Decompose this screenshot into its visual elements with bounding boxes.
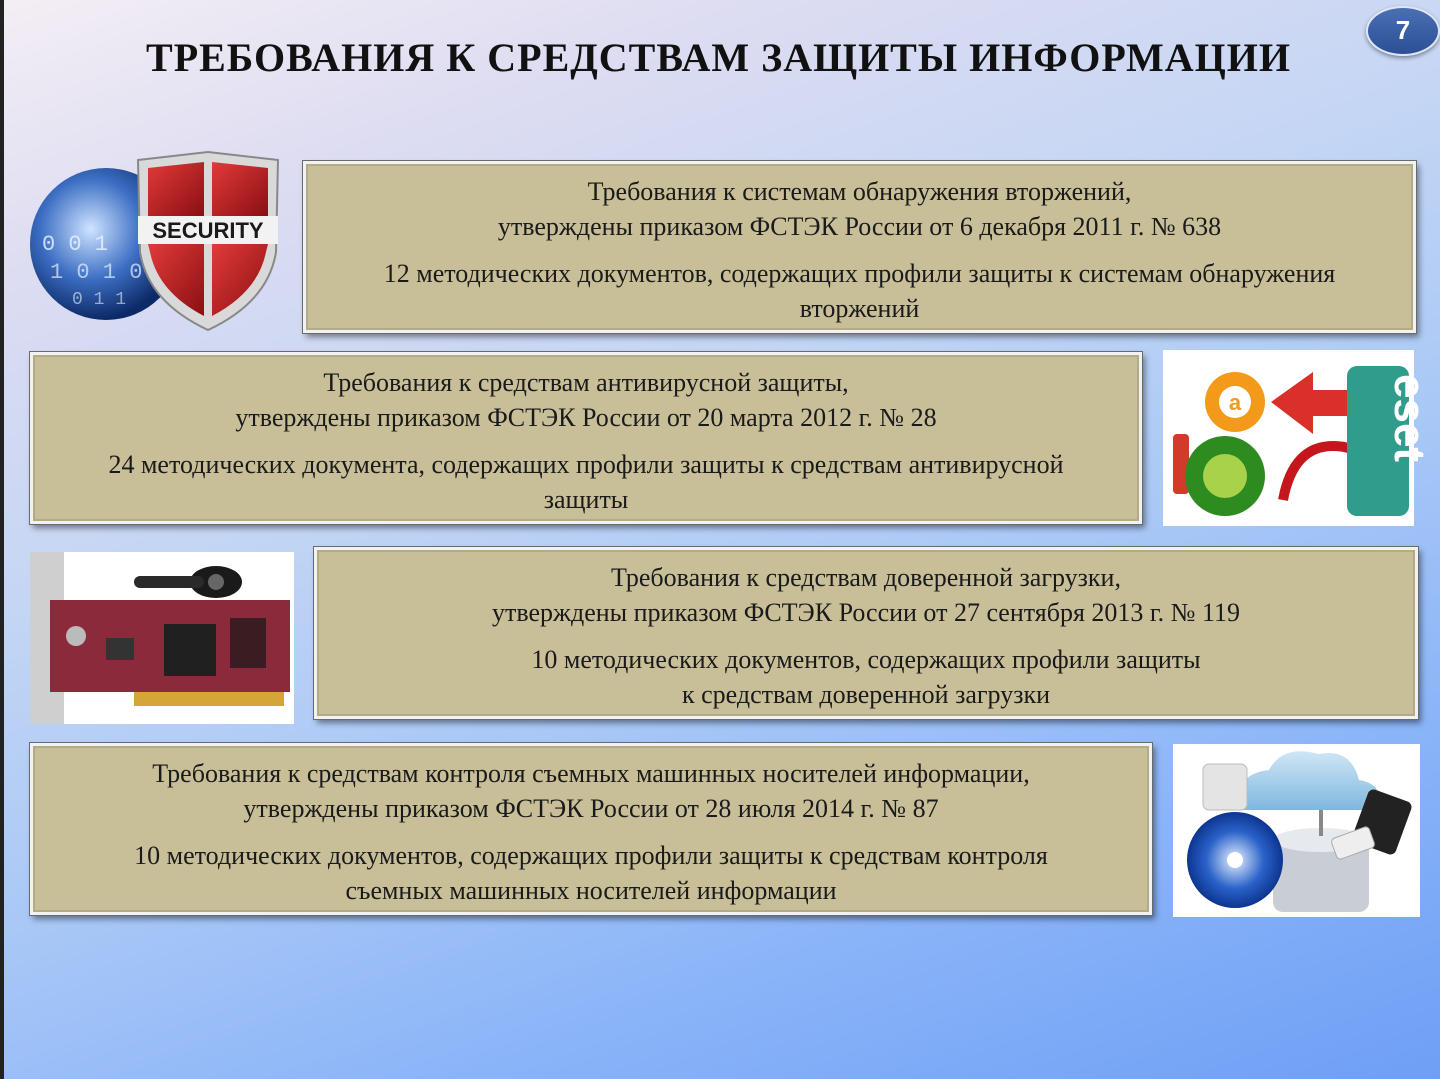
globe-shield-icon bbox=[28, 152, 286, 334]
eset-logo: eset bbox=[1385, 374, 1434, 463]
card-heading-line: Требования к средствам контроля съемных машинных носителей информации, bbox=[152, 759, 1030, 788]
card-description-line: 24 методических документа, содержащих профили защиты к средствам антивирусной bbox=[108, 450, 1064, 479]
card-description bbox=[33, 447, 1139, 517]
left-edge-bar bbox=[0, 0, 4, 1079]
antivirus-requirements-card bbox=[30, 352, 1142, 524]
svg-text:0 0 1: 0 0 1 bbox=[42, 232, 109, 257]
card-order-line: утверждены приказом ФСТЭК России от 27 сентября 2013 г. № 119 bbox=[491, 598, 1241, 627]
card-description-line: 12 методических документов, содержащих профили защиты к системам обнаружения bbox=[383, 259, 1336, 288]
antivirus-logos-icon bbox=[1163, 350, 1434, 526]
card-heading-line: Требования к средствам антивирусной защиты, bbox=[323, 368, 849, 397]
card-order-line: утверждены приказом ФСТЭК России от 28 июля 2014 г. № 87 bbox=[243, 794, 939, 823]
controller-board-icon bbox=[30, 552, 294, 724]
removable-media-requirements-card bbox=[30, 743, 1152, 915]
svg-text:1 0 1 0: 1 0 1 0 bbox=[50, 260, 143, 285]
ids-requirements-card bbox=[303, 161, 1416, 333]
card-description bbox=[317, 642, 1415, 712]
card-description-line: вторжений bbox=[799, 294, 920, 323]
slide-title: ТРЕБОВАНИЯ К СРЕДСТВАМ ЗАЩИТЫ ИНФОРМАЦИИ bbox=[146, 35, 1291, 80]
card-description bbox=[306, 256, 1413, 326]
card-heading-line: Требования к системам обнаружения вторжений, bbox=[587, 177, 1132, 206]
security-label: SECURITY bbox=[152, 218, 264, 243]
removable-media-image bbox=[1173, 744, 1420, 917]
card-description-line: к средствам доверенной загрузки bbox=[681, 680, 1051, 709]
trusted-boot-board-image bbox=[30, 552, 294, 724]
card-description-line: съемных машинных носителей информации bbox=[345, 876, 837, 905]
card-heading-line: Требования к средствам доверенной загрузки, bbox=[611, 563, 1121, 592]
card-description-line: защиты bbox=[543, 485, 629, 514]
card-description bbox=[33, 838, 1149, 908]
card-description-line: 10 методических документов, содержащих профили защиты к средствам контроля bbox=[134, 841, 1048, 870]
card-order-line: утверждены приказом ФСТЭК России от 6 декабря 2011 г. № 638 bbox=[497, 212, 1222, 241]
card-order-line: утверждены приказом ФСТЭК России от 20 марта 2012 г. № 28 bbox=[235, 403, 937, 432]
card-description-line: 10 методических документов, содержащих профили защиты bbox=[531, 645, 1201, 674]
cloud-storage-icon bbox=[1173, 744, 1420, 917]
trusted-boot-requirements-card bbox=[314, 547, 1418, 719]
security-shield-image bbox=[28, 152, 286, 334]
slide-number-badge: 7 bbox=[1366, 6, 1440, 56]
antivirus-logos-image bbox=[1163, 350, 1434, 526]
svg-text:0 1 1: 0 1 1 bbox=[72, 290, 127, 310]
svg-text:a: a bbox=[1228, 390, 1242, 415]
